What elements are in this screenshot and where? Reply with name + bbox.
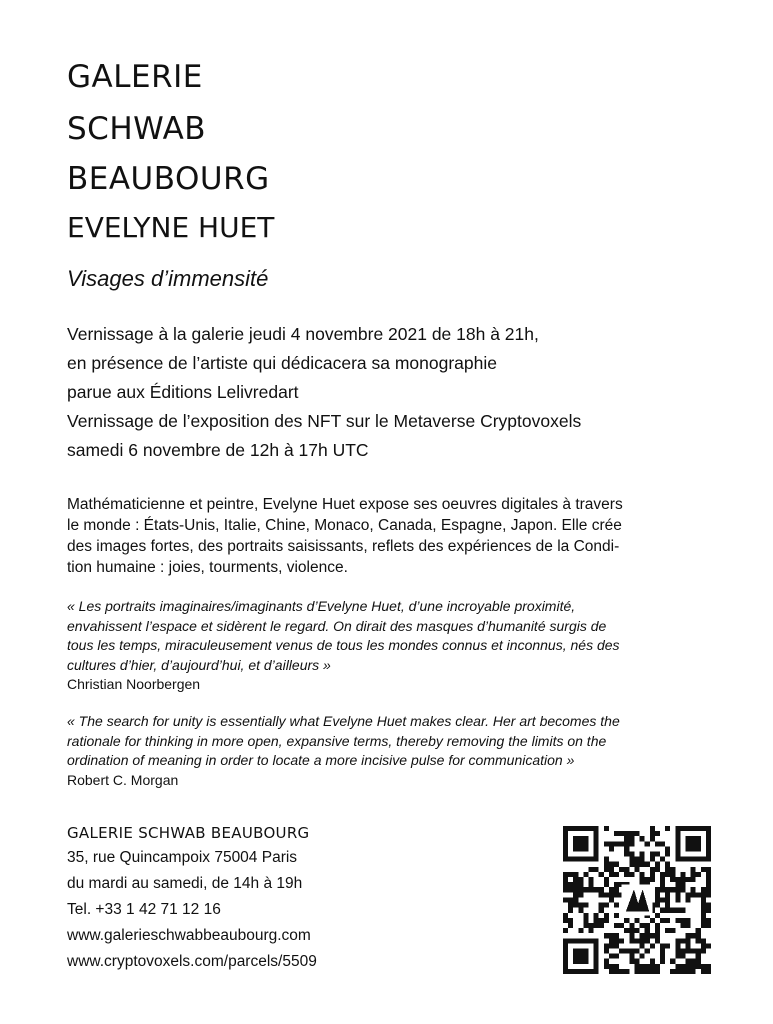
event-line: parue aux Éditions Lelivredart <box>67 382 299 402</box>
exhibition-title: Visages d’immensité <box>67 266 269 291</box>
quote-line: rationale for thinking in more open, expansive terms, thereby removing the limits on the <box>67 732 607 749</box>
gallery-name-line-1: GALERIE <box>67 59 203 95</box>
bio-line: le monde : États-Unis, Italie, Chine, Monaco, Canada, Espagne, Japon. Elle crée <box>67 517 622 534</box>
phone-number: Tel. +33 1 42 71 12 16 <box>67 901 221 918</box>
artist-name: EVELYNE HUET <box>67 211 275 244</box>
qr-code-icon <box>563 826 711 974</box>
website-link[interactable]: www.galerieschwabbeaubourg.com <box>67 927 311 944</box>
gallery-name-line-3: BEAUBOURG <box>67 161 270 197</box>
address-street: 35, rue Quincampoix 75004 Paris <box>67 849 298 866</box>
gallery-address-block <box>67 821 527 975</box>
quote-line: envahissent l’espace et sidèrent le regard. On dirait des masques d’humanité surgis de <box>67 617 607 634</box>
artist-bio <box>67 494 707 578</box>
quote-line: cultures d’hier, d’aujourd’hui, et d’ailleurs » <box>67 656 331 673</box>
metaverse-link[interactable]: www.cryptovoxels.com/parcels/5509 <box>67 953 317 970</box>
address-gallery-name: GALERIE SCHWAB BEAUBOURG <box>67 824 310 842</box>
quote-line: « The search for unity is essentially what Evelyne Huet makes clear. Her art becomes the <box>67 713 620 729</box>
event-line: Vernissage de l’exposition des NFT sur le Metaverse Cryptovoxels <box>67 411 582 431</box>
quote-morgan <box>67 712 727 790</box>
event-line: en présence de l’artiste qui dédicacera sa monographie <box>67 353 497 373</box>
event-details <box>67 320 757 465</box>
gallery-name-line-2: SCHWAB <box>67 111 207 147</box>
event-line: Vernissage à la galerie jeudi 4 novembre 2021 de 18h à 21h, <box>67 324 539 344</box>
quote-author: Christian Noorbergen <box>67 676 201 692</box>
gallery-logo-icon <box>622 885 653 916</box>
opening-hours: du mardi au samedi, de 14h à 19h <box>67 875 303 892</box>
quote-author: Robert C. Morgan <box>67 771 179 788</box>
event-line: samedi 6 novembre de 12h à 17h UTC <box>67 440 369 460</box>
quote-line: ordination of meaning in order to locate a more incisive pulse for communication » <box>67 752 575 768</box>
bio-line: tion humaine : joies, tourments, violence. <box>67 559 348 576</box>
bio-line: Mathématicienne et peintre, Evelyne Huet expose ses oeuvres digitales à travers <box>67 496 623 513</box>
quote-line: « Les portraits imaginaires/imaginants d’Evelyne Huet, d’une incroyable proximité, <box>67 598 576 614</box>
bio-line: des images fortes, des portraits saisissants, reflets des expériences de la Condi- <box>67 538 620 555</box>
quote-noorbergen <box>67 597 727 695</box>
quote-line: tous les temps, miraculeusement venus de tous les mondes connus et inconnus, nés des <box>67 637 620 653</box>
